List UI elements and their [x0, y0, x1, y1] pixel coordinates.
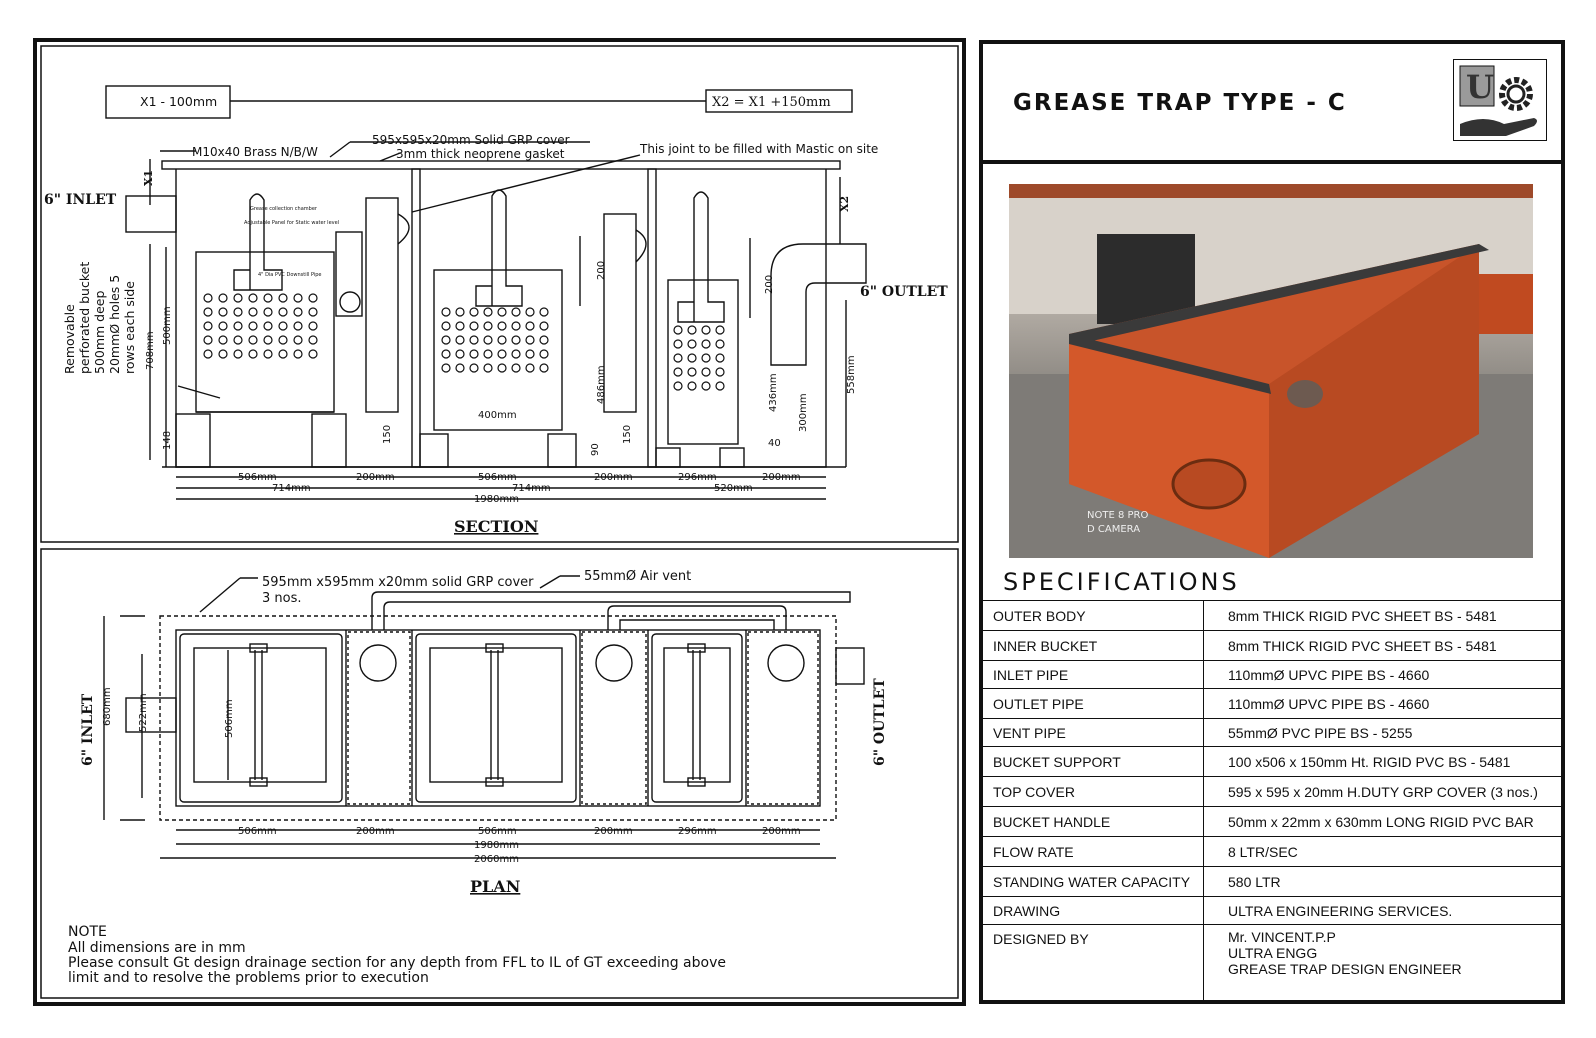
hole: [264, 294, 272, 302]
hole: [279, 294, 287, 302]
hole: [456, 308, 464, 316]
hole: [498, 322, 506, 330]
hole: [456, 350, 464, 358]
dim: 506mm: [224, 699, 235, 738]
dim: 506mm: [478, 472, 517, 483]
designer-line: GREASE TRAP DESIGN ENGINEER: [1228, 961, 1462, 977]
dim: 400mm: [478, 410, 517, 421]
hole: [219, 308, 227, 316]
info-panel: [979, 40, 1565, 1004]
dim: 296mm: [678, 472, 717, 483]
spec-value: 100 x506 x 150mm Ht. RIGID PVC BS - 5481: [1204, 747, 1562, 777]
dim: 200mm: [356, 472, 395, 483]
hole: [249, 294, 257, 302]
grease-trap-photo: [1009, 184, 1533, 558]
hole: [249, 336, 257, 344]
hole: [442, 350, 450, 358]
specifications-table: [983, 600, 1561, 1001]
hole: [540, 308, 548, 316]
hole: [674, 382, 682, 390]
spec-key: TOP COVER: [983, 777, 1204, 807]
dim: 40: [768, 438, 781, 449]
hole: [526, 364, 534, 372]
hole: [219, 322, 227, 330]
gear-hand-icon: [1454, 60, 1546, 140]
spec-row: [983, 601, 1561, 631]
spec-value: 8mm THICK RIGID PVC SHEET BS - 5481: [1204, 631, 1562, 661]
spec-row: [983, 689, 1561, 719]
hole: [234, 322, 242, 330]
dim: 522mm: [138, 693, 149, 732]
dim: 1980mm: [474, 494, 519, 505]
dim: 200: [764, 274, 775, 294]
dim: 714mm: [272, 483, 311, 494]
hole: [498, 308, 506, 316]
hole: [470, 364, 478, 372]
note-heading: NOTE: [68, 924, 107, 940]
spec-value: 8mm THICK RIGID PVC SHEET BS - 5481: [1204, 601, 1562, 631]
hole: [442, 364, 450, 372]
spec-key: BUCKET SUPPORT: [983, 747, 1204, 777]
hole: [716, 326, 724, 334]
hole: [264, 308, 272, 316]
hole: [204, 308, 212, 316]
hole: [219, 350, 227, 358]
hole: [512, 336, 520, 344]
bucket-note-line: Removable: [62, 304, 77, 374]
x1-short: X1: [142, 169, 155, 186]
dim: 520mm: [714, 483, 753, 494]
plan-dimensions: [102, 687, 801, 865]
dim: 500mm: [162, 306, 173, 345]
hole: [716, 340, 724, 348]
hole: [512, 322, 520, 330]
spec-key: DRAWING: [983, 897, 1204, 925]
hole: [688, 326, 696, 334]
hole: [309, 336, 317, 344]
hole: [484, 364, 492, 372]
hole: [540, 336, 548, 344]
designer-line: Mr. VINCENT.P.P: [1228, 929, 1336, 945]
hole: [294, 350, 302, 358]
hole: [204, 350, 212, 358]
hole: [219, 336, 227, 344]
dim: 506mm: [238, 472, 277, 483]
dim: 300mm: [798, 393, 809, 432]
hole: [279, 308, 287, 316]
hole: [526, 336, 534, 344]
spec-value: 595 x 595 x 20mm H.DUTY GRP COVER (3 nos.): [1204, 777, 1562, 807]
hole: [470, 350, 478, 358]
hole: [716, 368, 724, 376]
hole: [234, 308, 242, 316]
dim: 90: [590, 443, 601, 456]
hole: [674, 340, 682, 348]
spec-key: BUCKET HANDLE: [983, 807, 1204, 837]
spec-key: STANDING WATER CAPACITY: [983, 867, 1204, 897]
section-inlet-label: 6" INLET: [44, 192, 117, 208]
dim: 486mm: [596, 365, 607, 404]
spec-key: VENT PIPE: [983, 719, 1204, 747]
note-cover: 595x595x20mm Solid GRP cover: [372, 133, 570, 147]
hole: [688, 340, 696, 348]
spec-value: 110mmØ UPVC PIPE BS - 4660: [1204, 689, 1562, 719]
perforation-holes: [204, 294, 724, 390]
spec-key: INLET PIPE: [983, 661, 1204, 689]
hole: [309, 350, 317, 358]
spec-key: OUTER BODY: [983, 601, 1204, 631]
dim: 436mm: [768, 373, 779, 412]
hole: [456, 364, 464, 372]
hole: [498, 350, 506, 358]
hole: [498, 364, 506, 372]
plan-title: PLAN: [470, 877, 521, 896]
hole: [249, 350, 257, 358]
dim: 200mm: [356, 826, 395, 837]
dim: 714mm: [512, 483, 551, 494]
hole: [249, 308, 257, 316]
small-note-1: Grease collection chamber: [250, 206, 317, 212]
hole: [702, 354, 710, 362]
spec-key: INNER BUCKET: [983, 631, 1204, 661]
hole: [526, 322, 534, 330]
hole: [442, 322, 450, 330]
hole: [309, 322, 317, 330]
hole: [512, 350, 520, 358]
note-line: Please consult Gt design drainage section for any depth from FFL to IL of GT exceeding above: [68, 955, 726, 971]
photo-watermark: D CAMERA: [1087, 524, 1141, 535]
product-photo: [1009, 184, 1533, 558]
logo-letter: U: [1466, 68, 1494, 106]
spec-row: [983, 897, 1561, 925]
spec-value: 8 LTR/SEC: [1204, 837, 1562, 867]
note-gasket: 3mm thick neoprene gasket: [396, 147, 565, 161]
bucket-note-line: rows each side: [122, 281, 137, 374]
spec-value: 55mmØ PVC PIPE BS - 5255: [1204, 719, 1562, 747]
hole: [279, 336, 287, 344]
section-outlet-label: 6" OUTLET: [860, 284, 948, 300]
note-joint: This joint to be filled with Mastic on site: [640, 142, 879, 156]
hole: [204, 336, 212, 344]
hole: [249, 322, 257, 330]
dim: 200mm: [594, 826, 633, 837]
dim: 1980mm: [474, 840, 519, 851]
spec-row: [983, 867, 1561, 897]
spec-row: [983, 807, 1561, 837]
dim: 506mm: [478, 826, 517, 837]
spec-key: DESIGNED BY: [983, 925, 1204, 1001]
dim: 200mm: [762, 826, 801, 837]
spec-row: [983, 777, 1561, 807]
hole: [526, 308, 534, 316]
hole: [688, 382, 696, 390]
hole: [540, 322, 548, 330]
note-line: limit and to resolve the problems prior to execution: [68, 970, 429, 986]
dim: 200mm: [762, 472, 801, 483]
hole: [204, 294, 212, 302]
hole: [716, 382, 724, 390]
hole: [234, 350, 242, 358]
dim: 506mm: [238, 826, 277, 837]
spec-value: 50mm x 22mm x 630mm LONG RIGID PVC BAR: [1204, 807, 1562, 837]
dim: 296mm: [678, 826, 717, 837]
x2-label: X2 = X1 +150mm: [712, 95, 831, 110]
hole: [279, 350, 287, 358]
hole: [702, 368, 710, 376]
hole: [674, 326, 682, 334]
small-note-2: Adjustable Panel for Static water level: [244, 220, 340, 226]
spec-row: [983, 631, 1561, 661]
hole: [294, 294, 302, 302]
hole: [716, 354, 724, 362]
hole: [674, 354, 682, 362]
plan-note-cover: 595mm x595mm x20mm solid GRP cover: [262, 575, 534, 590]
hole: [498, 336, 506, 344]
hole: [456, 336, 464, 344]
spec-row: [983, 661, 1561, 689]
section-title: SECTION: [454, 517, 539, 536]
hole: [674, 368, 682, 376]
x1-label: X1 - 100mm: [140, 94, 218, 109]
dim: 2060mm: [474, 854, 519, 865]
drawing-title: GREASE TRAP TYPE - C: [1013, 90, 1347, 116]
hole: [470, 322, 478, 330]
spec-row: [983, 747, 1561, 777]
plan-note-cover-qty: 3 nos.: [262, 591, 302, 606]
hole: [309, 308, 317, 316]
hole: [204, 322, 212, 330]
hole: [294, 308, 302, 316]
photo-watermark: NOTE 8 PRO: [1087, 510, 1149, 521]
note-line: All dimensions are in mm: [68, 940, 246, 956]
hole: [512, 364, 520, 372]
dim: 200mm: [594, 472, 633, 483]
hole: [526, 350, 534, 358]
dim: 150: [382, 424, 393, 444]
hole: [688, 354, 696, 362]
bucket-note: [62, 262, 137, 374]
hole: [484, 322, 492, 330]
hole: [264, 350, 272, 358]
designer-line: ULTRA ENGG: [1228, 945, 1318, 961]
plan-view: [104, 576, 864, 858]
spec-row-designed-by: [983, 925, 1561, 1001]
hole: [294, 336, 302, 344]
hole: [702, 382, 710, 390]
hole: [702, 326, 710, 334]
hole: [294, 322, 302, 330]
hole: [279, 322, 287, 330]
hole: [540, 364, 548, 372]
hole: [456, 322, 464, 330]
spec-key: OUTLET PIPE: [983, 689, 1204, 719]
dim: 148: [162, 430, 173, 450]
hole: [512, 308, 520, 316]
hole: [702, 340, 710, 348]
note-bolts: M10x40 Brass N/B/W: [192, 145, 318, 159]
spec-row: [983, 837, 1561, 867]
hole: [219, 294, 227, 302]
dim: 558mm: [846, 355, 857, 394]
hole: [484, 308, 492, 316]
spec-row: [983, 719, 1561, 747]
hole: [484, 350, 492, 358]
company-logo: [1453, 59, 1547, 141]
dim: 200: [596, 260, 607, 280]
spec-value: [1204, 925, 1562, 1001]
bucket-note-line: perforated bucket: [77, 261, 92, 374]
spec-value: ULTRA ENGINEERING SERVICES.: [1204, 897, 1562, 925]
small-note-3: 4" Dia PVC Downstill Pipe: [258, 272, 322, 278]
dim: 708mm: [145, 331, 156, 370]
hole: [540, 350, 548, 358]
title-block: [983, 44, 1561, 164]
spec-value: 110mmØ UPVC PIPE BS - 4660: [1204, 661, 1562, 689]
hole: [309, 294, 317, 302]
spec-value: 580 LTR: [1204, 867, 1562, 897]
dim: 680mm: [102, 687, 113, 726]
plan-note-vent: 55mmØ Air vent: [584, 569, 692, 584]
hole: [234, 294, 242, 302]
spec-key: FLOW RATE: [983, 837, 1204, 867]
x2-short: X2: [838, 195, 851, 212]
specifications-heading: SPECIFICATIONS: [1003, 568, 1240, 596]
plan-inlet-label: 6" INLET: [80, 693, 96, 766]
hole: [442, 336, 450, 344]
plan-outlet-label: 6" OUTLET: [872, 678, 888, 766]
hole: [264, 322, 272, 330]
hole: [688, 368, 696, 376]
bucket-note-line: 500mm deep: [92, 290, 107, 374]
hole: [470, 336, 478, 344]
hole: [484, 336, 492, 344]
hole: [264, 336, 272, 344]
dim: 150: [622, 424, 633, 444]
hole: [470, 308, 478, 316]
hole: [234, 336, 242, 344]
bucket-note-line: 20mmØ holes 5: [107, 274, 122, 374]
hole: [442, 308, 450, 316]
